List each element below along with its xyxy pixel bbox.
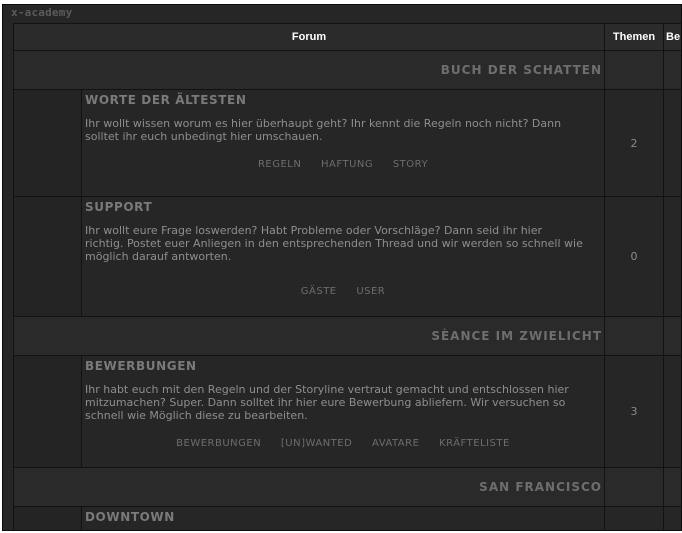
forum-description [85, 383, 600, 422]
forum-table [13, 23, 682, 531]
forum-row [14, 356, 682, 468]
forum-description [85, 224, 600, 263]
forum-description-line: Ihr wollt wissen worum es hier überhaupt geht? Ihr kennt die Regeln noch nicht? Dann [85, 117, 562, 130]
forum-icon-cell [14, 197, 82, 317]
forum-description [85, 117, 600, 143]
forum-description-line: schnell wie Möglich diese zu bearbeiten. [85, 409, 308, 422]
subforum-links [82, 438, 604, 449]
subforum-link[interactable]: STORY [392, 159, 429, 170]
category-spacer [664, 468, 682, 507]
category-name[interactable]: SAN FRANCISCO [14, 468, 605, 507]
forum-icon-cell [14, 90, 82, 197]
forum-row [14, 507, 682, 532]
topic-count: 3 [605, 356, 664, 468]
topic-count: 0 [605, 197, 664, 317]
subforum-link[interactable]: BEWERBUNGEN [176, 438, 262, 449]
forum-icon-cell [14, 356, 82, 468]
subforum-link[interactable]: GÄSTE [300, 286, 337, 297]
forum-title[interactable]: DOWNTOWN [85, 510, 175, 524]
forum-frame [2, 4, 682, 531]
forum-cell [82, 90, 605, 197]
forum-cell [82, 197, 605, 317]
forum-cell [82, 507, 605, 532]
category-row [14, 51, 682, 90]
header-forum: Forum [14, 24, 605, 51]
subforum-links [82, 286, 604, 297]
forum-icon-cell [14, 507, 82, 532]
forum-title[interactable]: BEWERBUNGEN [85, 359, 197, 373]
topic-count: 2 [605, 90, 664, 197]
subforum-link[interactable]: KRÄFTELISTE [439, 438, 510, 449]
category-row [14, 317, 682, 356]
topic-count-cell [605, 507, 664, 532]
category-spacer [605, 51, 664, 90]
site-title: x-academy [11, 6, 73, 19]
subforum-link[interactable]: REGELN [257, 159, 302, 170]
forum-title[interactable]: SUPPORT [85, 200, 153, 214]
forum-description-line: Ihr habt euch mit den Regeln und der Storyline vertraut gemacht und entschlossen hier [85, 383, 569, 396]
category-row [14, 468, 682, 507]
category-spacer [664, 51, 682, 90]
forum-row [14, 90, 682, 197]
forum-description-line: solltet ihr euch unbedingt hier umschauen. [85, 130, 323, 143]
post-count-cell [664, 197, 682, 317]
category-name[interactable]: SÈANCE IM ZWIELICHT [14, 317, 605, 356]
category-name[interactable]: BUCH DER SCHATTEN [14, 51, 605, 90]
header-themen: Themen [605, 24, 664, 51]
forum-description-line: Ihr wollt eure Frage loswerden? Habt Probleme oder Vorschläge? Dann seid ihr hier [85, 224, 543, 237]
category-spacer [664, 317, 682, 356]
forum-description-line: mitzumachen? Super. Dann solltet ihr hier eure Bewerbung abliefern. Wir versuchen so [85, 396, 566, 409]
category-spacer [605, 468, 664, 507]
post-count-cell [664, 356, 682, 468]
post-count-cell [664, 90, 682, 197]
forum-description-line: richtig. Postet euer Anliegen in den entsprechenden Thread und wir werden so schnell wie [85, 237, 583, 250]
post-count-cell [664, 507, 682, 532]
header-beitraege: Be [664, 24, 682, 51]
forum-description-line: möglich darauf antworten. [85, 250, 232, 263]
forum-row [14, 197, 682, 317]
subforum-link[interactable]: HAFTUNG [321, 159, 374, 170]
forum-cell [82, 356, 605, 468]
subforum-link[interactable]: AVATARE [372, 438, 420, 449]
subforum-link[interactable]: [UN]WANTED [280, 438, 353, 449]
category-spacer [605, 317, 664, 356]
subforum-link[interactable]: USER [356, 286, 386, 297]
forum-title[interactable]: WORTE DER ÄLTESTEN [85, 93, 247, 107]
table-header-row [14, 24, 682, 51]
subforum-links [82, 159, 604, 170]
